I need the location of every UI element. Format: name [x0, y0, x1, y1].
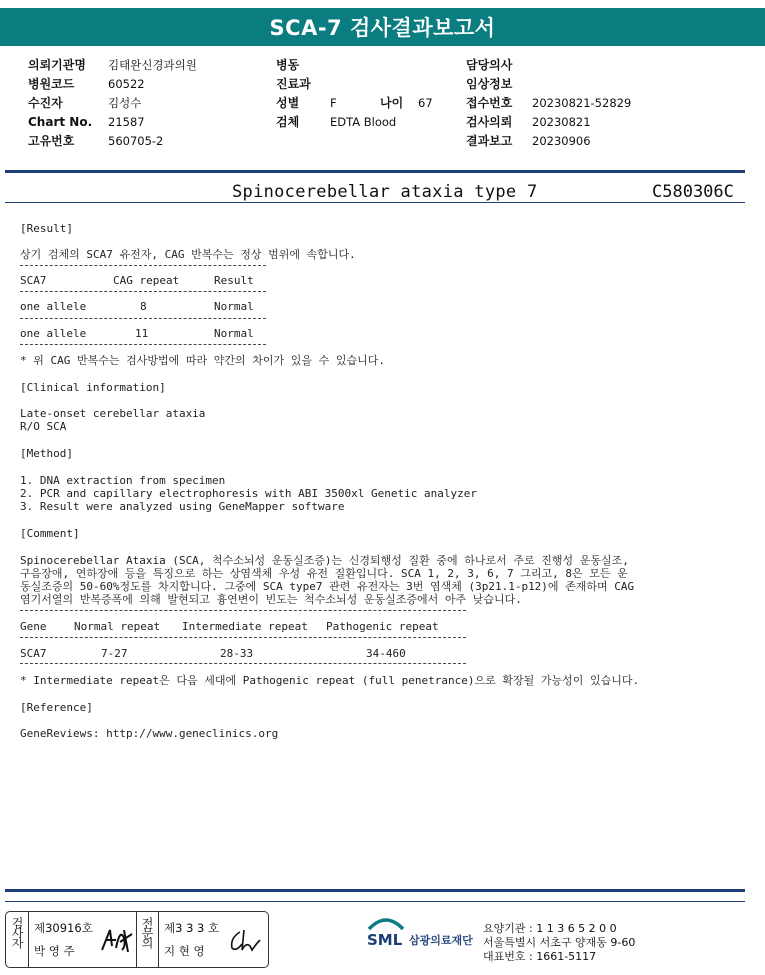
signature-box [5, 911, 269, 968]
receipt-no-label: 접수번호 [466, 96, 513, 110]
sml-logo-icon [365, 915, 407, 951]
divider [20, 318, 266, 319]
header-rule [5, 170, 745, 173]
report-date-value: 20230906 [532, 134, 591, 148]
header-col1 [28, 57, 197, 149]
sex-label: 성별 [276, 96, 300, 110]
examiner-id: 제30916호 [34, 921, 93, 935]
result-cell: 11 [135, 327, 149, 340]
specialist-name: 지 현 영 [164, 944, 205, 958]
method-line: 3. Result were analyzed using GeneMapper software [20, 500, 345, 513]
result-cell: one allele [20, 300, 87, 313]
specialist-signature-icon [226, 926, 262, 956]
divider [28, 912, 29, 967]
unique-id-value: 560705-2 [108, 134, 164, 148]
comment-note: * Intermediate repeat은 다음 세대에 Pathogenic repeat (full penetrance)으로 확장될 가능성이 있습니다. [20, 674, 640, 687]
header-col2 [276, 57, 433, 130]
gene-cell: 7-27 [101, 647, 128, 660]
patient-label: 수진자 [28, 96, 63, 110]
specialist-id: 제3 3 3 호 [164, 921, 220, 935]
logo-text: SML [367, 931, 403, 949]
specialist-label: 전문의 [140, 917, 154, 947]
method-heading: [Method] [20, 447, 73, 460]
gene-col-header: Normal repeat [74, 620, 161, 633]
divider [20, 610, 466, 611]
divider [158, 912, 159, 967]
divider [20, 291, 266, 292]
clinical-line: Late-onset cerebellar ataxia [20, 407, 206, 420]
divider [20, 265, 266, 266]
divider [20, 663, 466, 664]
comment-line: 염기서열의 반복증폭에 의해 발현되고 흉연변이 빈도는 척수소뇌성 운동실조증에서 아주 낮습니다. [20, 593, 522, 606]
gene-cell: 34-460 [366, 647, 406, 660]
receipt-no-value: 20230821-52829 [532, 96, 632, 110]
hospital-value: 김태완신경과의원 [108, 58, 197, 72]
examiner-label: 검사자 [10, 917, 24, 947]
age-value: 67 [418, 96, 433, 110]
result-cell: 8 [140, 300, 147, 313]
result-col-header: SCA7 [20, 274, 47, 287]
title-rule [5, 202, 745, 203]
specimen-value: EDTA Blood [330, 115, 397, 129]
hospital-label: 의뢰기관명 [28, 58, 86, 72]
clinical-heading: [Clinical information] [20, 381, 166, 394]
comment-line: 동실조증의 50-60%정도를 차지합니다. 그중에 SCA type7 관련 유전자는 3번 염색체 (3p21.1-p12)에 존재하며 CAG [20, 580, 635, 593]
examiner-name: 박 영 주 [34, 944, 75, 958]
comment-heading: [Comment] [20, 527, 80, 540]
request-date-value: 20230821 [532, 115, 591, 129]
reference-heading: [Reference] [20, 701, 93, 714]
gene-col-header: Gene [20, 620, 47, 633]
result-col-header: Result [214, 274, 254, 287]
header-col3 [466, 57, 631, 149]
chart-no-label: Chart No. [28, 115, 93, 129]
result-cell: one allele [20, 327, 87, 340]
lab-line: 서울특별시 서초구 양재동 9-60 [483, 936, 636, 949]
gene-cell: SCA7 [20, 647, 47, 660]
gene-cell: 28-33 [220, 647, 254, 660]
comment-line: 구음장애, 연하장애 등을 특징으로 하는 상염색체 우성 유전 질환입니다. SCA 1, 2, 3, 6, 7 그리고, 8은 모든 운 [20, 567, 628, 580]
clinical-line: R/O SCA [20, 420, 67, 433]
specimen-label: 검체 [276, 115, 300, 129]
examiner-signature-icon [98, 924, 134, 956]
clinical-info-label: 임상정보 [466, 77, 513, 91]
chart-no-value: 21587 [108, 115, 145, 129]
patient-value: 김성수 [108, 96, 142, 110]
divider [20, 344, 266, 345]
result-cell: Normal [214, 300, 254, 313]
gene-col-header: Pathogenic repeat [326, 620, 439, 633]
logo-org: 삼광의료재단 [409, 934, 473, 947]
divider [20, 637, 466, 638]
lab-line: 대표번호 : 1661-5117 [483, 950, 597, 963]
method-line: 1. DNA extraction from specimen [20, 474, 226, 487]
lab-line: 요양기관 : 1 1 3 6 5 2 0 0 [483, 922, 617, 935]
result-heading: [Result] [20, 222, 73, 235]
ward-label: 병동 [276, 58, 300, 72]
sex-value: F [330, 96, 337, 110]
result-note: * 위 CAG 반복수는 검사방법에 따라 약간의 차이가 있을 수 있습니다. [20, 354, 385, 367]
unique-id-label: 고유번호 [28, 134, 75, 148]
doctor-label: 담당의사 [466, 58, 513, 72]
result-col-header: CAG repeat [113, 274, 180, 287]
divider [136, 912, 137, 967]
test-name: Spinocerebellar ataxia type 7 [232, 182, 538, 202]
test-code: C580306C [652, 182, 734, 202]
result-cell: Normal [214, 327, 254, 340]
report-title: SCA-7 검사결과보고서 [0, 8, 765, 46]
footer-rule [5, 889, 745, 892]
result-summary: 상기 검체의 SCA7 유전자, CAG 반복수는 정상 범위에 속합니다. [20, 248, 356, 261]
comment-line: Spinocerebellar Ataxia (SCA, 척수소뇌성 운동실조증)는 신경퇴행성 질환 중에 하나로서 주로 진행성 운동실조, [20, 554, 629, 567]
age-label: 나이 [380, 96, 404, 110]
dept-label: 진료과 [276, 77, 311, 91]
method-line: 2. PCR and capillary electrophoresis with ABI 3500xl Genetic analyzer [20, 487, 477, 500]
hospital-code-label: 병원코드 [28, 77, 75, 91]
reference-line: GeneReviews: http://www.geneclinics.org [20, 727, 279, 740]
report-date-label: 결과보고 [466, 134, 513, 148]
footer-rule-thin [5, 901, 745, 902]
request-date-label: 검사의뢰 [466, 115, 513, 129]
gene-col-header: Intermediate repeat [182, 620, 308, 633]
hospital-code-value: 60522 [108, 77, 145, 91]
